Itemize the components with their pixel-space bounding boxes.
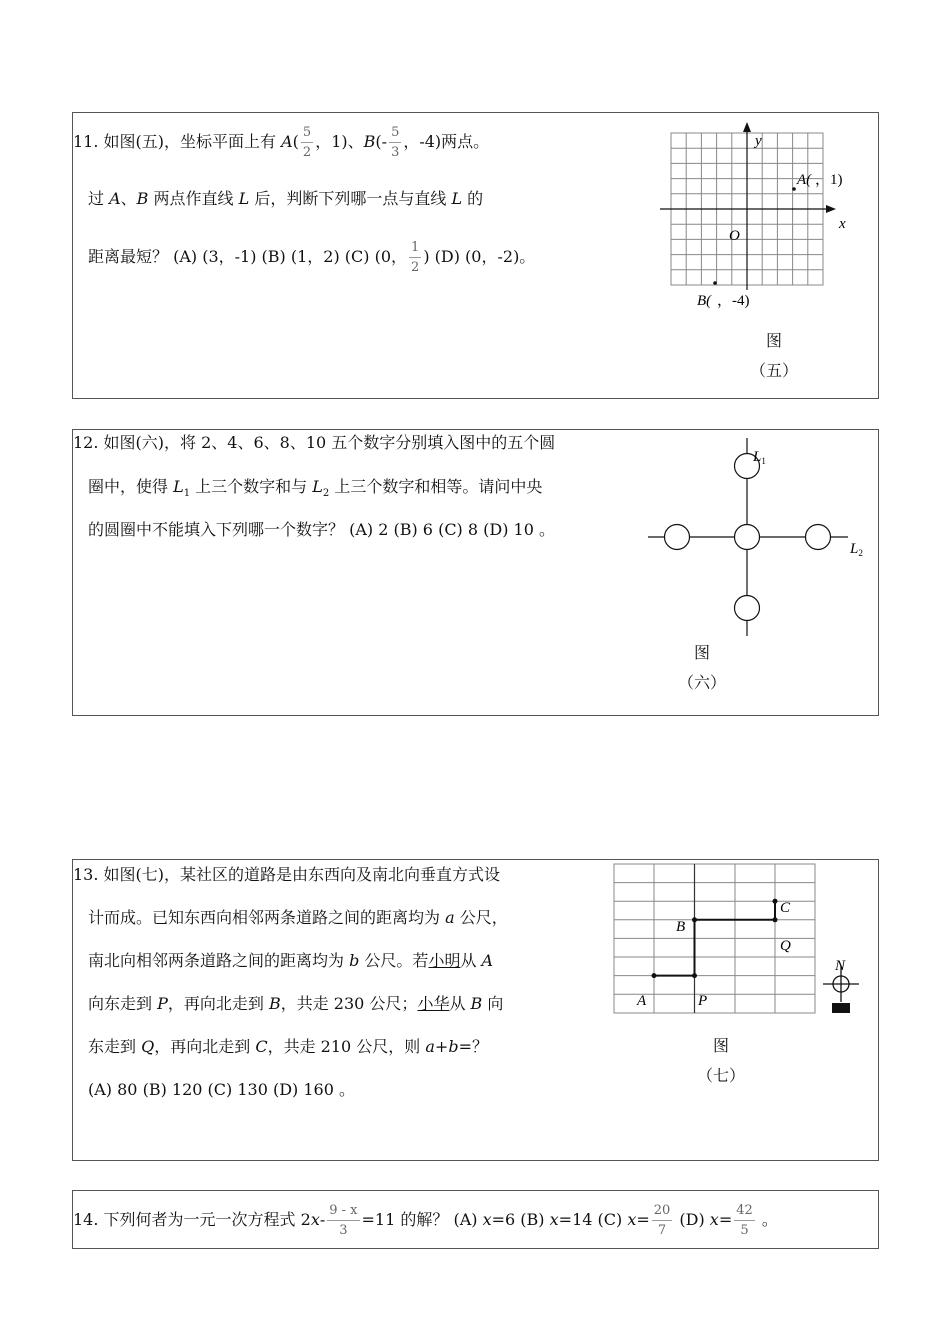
label-b: B [676, 919, 686, 935]
y-axis-label: y [755, 133, 762, 149]
label-a: A [637, 993, 647, 1009]
figure-5-caption: 图 [765, 331, 782, 350]
fraction-1-2: $\frac{1}{2}$ [411, 240, 420, 275]
fraction-5-2: $\frac{5}{2}$ [302, 125, 312, 160]
point-a-label: A( [797, 172, 812, 188]
point-a-coords: ，1) [815, 172, 843, 188]
q11-line2: 过 A、B 两点作直线 L 后，判断下列哪一点与直线 L 的 [88, 189, 484, 208]
l2-label: $L_2$ [850, 541, 863, 558]
label-c: C [780, 900, 791, 916]
q14-line: 14. 下列何者为一元一次方程式 2x- $\frac{9 - x}{3}$ =11 的解？ (A) x=6 (B) x=14 (C) x= $\frac{20}{7}$ (D) x= $\frac{42}{5}$ 。 [73, 1203, 778, 1238]
figure-5-caption-number: （五） [749, 361, 798, 380]
figure-7-caption-number: （七） [696, 1066, 745, 1085]
q13-line4: 向东走到 P，再向北走到 B，共走 230 公尺；小华从 B 向 [88, 994, 504, 1013]
q13-line6: (A) 80 (B) 120 (C) 130 (D) 160 。 [88, 1080, 355, 1099]
label-p: P [698, 993, 708, 1009]
compass-icon [823, 966, 859, 1002]
compass-base [832, 1003, 850, 1013]
l1-label: $L_1$ [753, 449, 766, 466]
point-b-coords: ，-4) [717, 293, 750, 309]
fraction-42-5: $\frac{42}{5}$ [736, 1203, 753, 1238]
label-q: Q [780, 938, 791, 954]
origin-label: O [729, 228, 740, 244]
fraction-20-7: $\frac{20}{7}$ [653, 1203, 671, 1238]
q13-line1: 13. 如图(七)，某社区的道路是由东西向及南北向垂直方式设 [73, 865, 501, 884]
q13-line2: 计而成。已知东西向相邻两条道路之间的距离均为 a 公尺， [88, 908, 508, 927]
q11-line1: 11. 如图(五)，坐标平面上有 A( $\frac{5}{2}$ ，1)、B(- $\frac{5}{3}$ ，-4)两点。 [73, 125, 490, 160]
q11-line3: 距离最短？ (A) (3，-1) (B) (1，2) (C) (0， $\frac{1}{2}$ ) (D) (0，-2)。 [88, 240, 536, 275]
fraction-5-3: $\frac{5}{3}$ [391, 125, 400, 160]
fraction-9-minus-x-3: $\frac{9 - x}{3}$ [329, 1203, 358, 1238]
q13-line5: 东走到 Q，再向北走到 C，共走 210 公尺，则 a+b=？ [88, 1037, 488, 1056]
q13-line3: 南北向相邻两条道路之间的距离均为 b 公尺。若小明从 A [88, 951, 494, 970]
q12-line2: 圈中，使得 $L_1$ 上三个数字和与 $L_2$ 上三个数字和相等。请问中央 [88, 477, 543, 500]
x-axis-label: x [839, 216, 846, 232]
figure-7-caption: 图 [712, 1036, 729, 1055]
q12-line1: 12. 如图(六)，将 2、4、6、8、10 五个数字分别填入图中的五个圆 [73, 433, 556, 452]
figure-6-caption-number: （六） [677, 673, 726, 692]
label-n: N [835, 958, 846, 974]
figure-6-caption: 图 [693, 643, 710, 662]
point-b-label: B( [697, 293, 712, 309]
q12-line3: 的圆圈中不能填入下列哪一个数字？ (A) 2 (B) 6 (C) 8 (D) 10 。 [88, 520, 555, 539]
